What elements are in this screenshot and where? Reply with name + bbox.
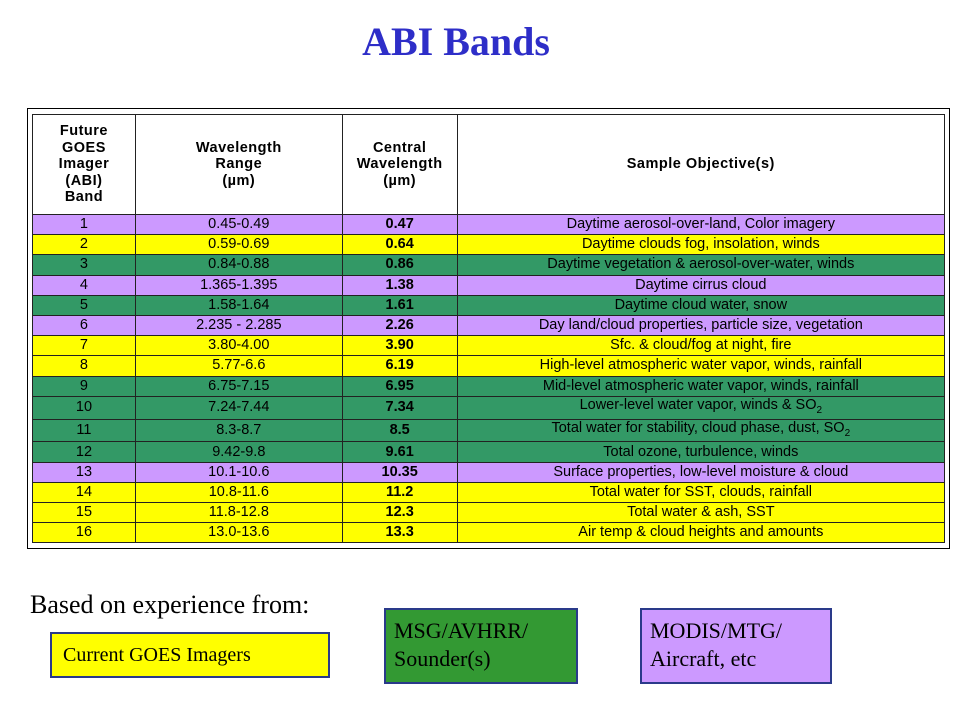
band-cell-text: 5 (79, 296, 88, 313)
band-cell (33, 396, 136, 419)
central-wavelength-cell-text: 7.34 (385, 399, 414, 416)
wavelength-range-cell-text: 9.42-9.8 (212, 443, 266, 460)
wavelength-range-cell-text: 7.24-7.44 (208, 399, 270, 416)
central-wavelength-cell (342, 396, 457, 419)
header-wavelength-range: Wavelength Range (µm) (135, 115, 342, 215)
objective-cell-text: Sfc. & cloud/fog at night, fire (610, 337, 792, 354)
wavelength-range-cell-text: 3.80-4.00 (208, 337, 270, 354)
band-cell (33, 442, 136, 462)
table-row (33, 482, 945, 502)
band-cell (33, 235, 136, 255)
objective-cell (457, 482, 944, 502)
subscript: 2 (816, 404, 823, 416)
header-band: Future GOES Imager (ABI) Band (33, 115, 136, 215)
band-cell (33, 462, 136, 482)
wavelength-range-cell (135, 503, 342, 523)
objective-cell (457, 235, 944, 255)
table-row (33, 336, 945, 356)
objective-cell-text: Total water for stability, cloud phase, dust, SO (551, 419, 845, 436)
objective-cell (457, 396, 944, 419)
central-wavelength-cell-text: 11.2 (385, 483, 414, 500)
central-wavelength-cell-text: 0.47 (385, 216, 414, 233)
wavelength-range-cell-text: 0.45-0.49 (208, 216, 270, 233)
header-central-wavelength: Central Wavelength (µm) (342, 115, 457, 215)
wavelength-range-cell (135, 315, 342, 335)
wavelength-range-cell (135, 442, 342, 462)
objective-cell-text: Mid-level atmospheric water vapor, winds, rainfall (542, 377, 859, 394)
wavelength-range-cell (135, 482, 342, 502)
band-cell (33, 482, 136, 502)
objective-cell-text: Total ozone, turbulence, winds (603, 443, 799, 460)
band-cell-text: 12 (75, 443, 93, 460)
objective-cell (457, 419, 944, 442)
objective-cell-text: Daytime cloud water, snow (614, 296, 788, 313)
band-cell-text: 9 (79, 377, 88, 394)
band-cell (33, 295, 136, 315)
current-goes-imagers-label: Current GOES Imagers (63, 644, 251, 666)
table-row (33, 503, 945, 523)
table-row (33, 235, 945, 255)
band-cell-text: 16 (75, 524, 93, 541)
central-wavelength-cell-text: 13.3 (385, 524, 414, 541)
table-row (33, 255, 945, 275)
footer-label: Based on experience from: (30, 590, 310, 619)
band-cell (33, 419, 136, 442)
central-wavelength-cell-text: 12.3 (385, 504, 414, 521)
central-wavelength-cell (342, 255, 457, 275)
objective-cell-text: Surface properties, low-level moisture & cloud (553, 463, 849, 480)
page-title: ABI Bands (362, 19, 550, 64)
central-wavelength-cell (342, 482, 457, 502)
band-cell (33, 356, 136, 376)
objective-cell (457, 295, 944, 315)
wavelength-range-cell (135, 275, 342, 295)
objective-cell-text: Day land/cloud properties, particle size, vegetation (538, 317, 863, 334)
band-cell-text: 2 (79, 236, 88, 253)
objective-cell (457, 462, 944, 482)
central-wavelength-cell (342, 235, 457, 255)
objective-cell (457, 503, 944, 523)
objective-cell (457, 315, 944, 335)
wavelength-range-cell (135, 396, 342, 419)
objective-cell (457, 275, 944, 295)
band-cell (33, 523, 136, 543)
central-wavelength-cell (342, 442, 457, 462)
band-cell (33, 255, 136, 275)
table-row (33, 523, 945, 543)
central-wavelength-cell (342, 523, 457, 543)
band-cell-text: 10 (75, 399, 93, 416)
central-wavelength-cell-text: 2.26 (385, 317, 414, 334)
wavelength-range-cell (135, 523, 342, 543)
central-wavelength-cell-text: 8.5 (389, 422, 410, 439)
central-wavelength-cell (342, 336, 457, 356)
table-row (33, 462, 945, 482)
objective-cell (457, 215, 944, 235)
modis-mtg-aircraft-box (640, 608, 832, 684)
wavelength-range-cell (135, 376, 342, 396)
subscript: 2 (844, 427, 851, 439)
table-row (33, 215, 945, 235)
objective-cell (457, 255, 944, 275)
band-cell (33, 503, 136, 523)
table-row (33, 275, 945, 295)
central-wavelength-cell-text: 0.64 (385, 236, 414, 253)
central-wavelength-cell-text: 1.61 (385, 296, 414, 313)
wavelength-range-cell (135, 255, 342, 275)
table-row (33, 295, 945, 315)
wavelength-range-cell-text: 0.59-0.69 (208, 236, 270, 253)
wavelength-range-cell (135, 235, 342, 255)
band-cell (33, 376, 136, 396)
central-wavelength-cell-text: 6.19 (385, 357, 414, 374)
wavelength-range-cell-text: 0.84-0.88 (208, 256, 270, 273)
central-wavelength-cell-text: 1.38 (385, 276, 414, 293)
band-cell-text: 4 (79, 276, 88, 293)
band-cell (33, 336, 136, 356)
current-goes-imagers-box (50, 632, 330, 678)
objective-cell-text: Daytime aerosol-over-land, Color imagery (566, 216, 835, 233)
table-row (33, 419, 945, 442)
central-wavelength-cell (342, 419, 457, 442)
objective-cell-text: Daytime vegetation & aerosol-over-water, winds (547, 256, 855, 273)
wavelength-range-cell (135, 215, 342, 235)
central-wavelength-cell-text: 0.86 (385, 256, 414, 273)
table-row (33, 376, 945, 396)
objective-cell-text: Total water & ash, SST (627, 504, 775, 521)
modis-mtg-line-2: Aircraft, etc (650, 646, 757, 671)
wavelength-range-cell-text: 6.75-7.15 (208, 377, 270, 394)
central-wavelength-cell-text: 10.35 (381, 463, 418, 480)
central-wavelength-cell (342, 462, 457, 482)
wavelength-range-cell-text: 5.77-6.6 (212, 357, 266, 374)
band-cell-text: 15 (75, 504, 93, 521)
table-row (33, 315, 945, 335)
msg-avhrr-line-1: MSG/AVHRR/ (394, 618, 529, 643)
header-sample-objective: Sample Objective(s) (457, 115, 944, 215)
wavelength-range-cell (135, 419, 342, 442)
central-wavelength-cell (342, 356, 457, 376)
band-cell-text: 13 (75, 463, 93, 480)
band-cell-text: 11 (76, 422, 92, 439)
central-wavelength-cell (342, 215, 457, 235)
central-wavelength-cell (342, 376, 457, 396)
central-wavelength-cell-text: 6.95 (385, 377, 414, 394)
table-header-row (33, 115, 945, 215)
central-wavelength-cell (342, 275, 457, 295)
central-wavelength-cell-text: 3.90 (385, 337, 414, 354)
objective-cell-text: Total water for SST, clouds, rainfall (589, 483, 813, 500)
objective-cell-text: Daytime cirrus cloud (635, 276, 767, 293)
central-wavelength-cell (342, 295, 457, 315)
table-row (33, 356, 945, 376)
modis-mtg-line-1: MODIS/MTG/ (650, 618, 783, 643)
wavelength-range-cell-text: 2.235 - 2.285 (196, 317, 282, 334)
wavelength-range-cell-text: 13.0-13.6 (208, 524, 270, 541)
band-cell (33, 275, 136, 295)
band-cell-text: 7 (79, 337, 88, 354)
objective-cell-text: Air temp & cloud heights and amounts (578, 524, 824, 541)
central-wavelength-cell-text: 9.61 (385, 443, 414, 460)
wavelength-range-cell-text: 10.8-11.6 (208, 483, 269, 500)
abi-bands-table (32, 114, 945, 543)
band-cell (33, 315, 136, 335)
table-row (33, 442, 945, 462)
objective-cell-text: Lower-level water vapor, winds & SO (579, 396, 817, 413)
objective-cell (457, 376, 944, 396)
band-cell-text: 8 (79, 357, 88, 374)
band-cell-text: 14 (75, 483, 93, 500)
objective-cell (457, 442, 944, 462)
band-cell-text: 6 (79, 317, 88, 334)
wavelength-range-cell (135, 356, 342, 376)
wavelength-range-cell-text: 1.58-1.64 (208, 296, 270, 313)
central-wavelength-cell (342, 315, 457, 335)
objective-cell-text: High-level atmospheric water vapor, winds, rainfall (539, 357, 862, 374)
objective-cell (457, 356, 944, 376)
band-cell-text: 1 (79, 216, 88, 233)
wavelength-range-cell-text: 10.1-10.6 (208, 463, 270, 480)
objective-cell-text: Daytime clouds fog, insolation, winds (581, 236, 820, 253)
msg-avhrr-sounder-box (384, 608, 578, 684)
table-row (33, 396, 945, 419)
wavelength-range-cell (135, 336, 342, 356)
central-wavelength-cell (342, 503, 457, 523)
objective-cell (457, 336, 944, 356)
band-cell-text: 3 (79, 256, 88, 273)
wavelength-range-cell (135, 462, 342, 482)
msg-avhrr-line-2: Sounder(s) (394, 646, 491, 671)
wavelength-range-cell-text: 8.3-8.7 (216, 422, 262, 439)
objective-cell (457, 523, 944, 543)
wavelength-range-cell (135, 295, 342, 315)
wavelength-range-cell-text: 11.8-12.8 (208, 504, 269, 521)
band-cell (33, 215, 136, 235)
wavelength-range-cell-text: 1.365-1.395 (200, 276, 278, 293)
